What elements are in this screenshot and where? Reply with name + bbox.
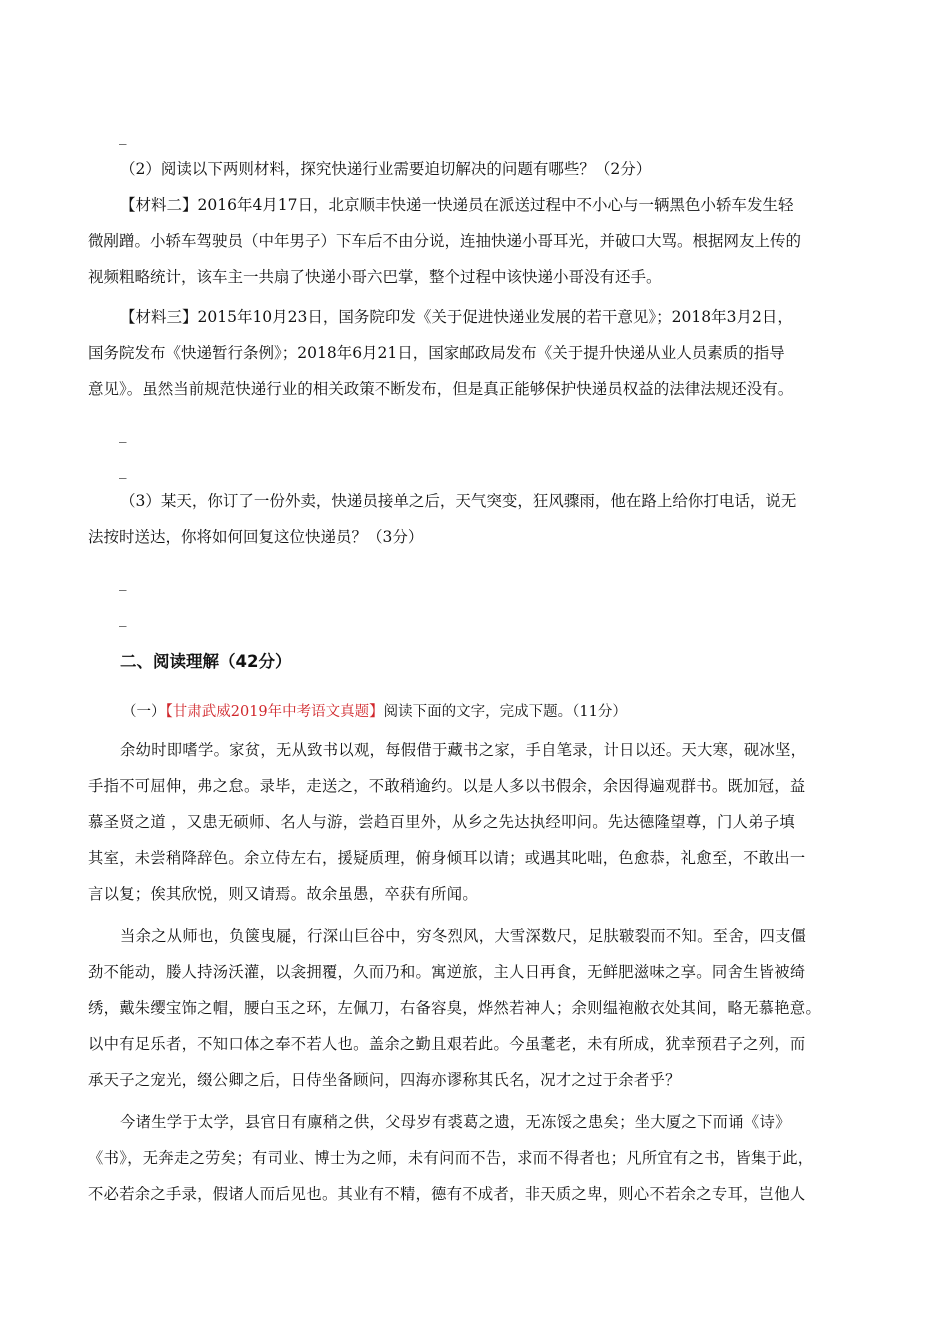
subsection-prefix: （一）: [122, 704, 166, 720]
material-2-line-1: 【材料二】2016年4月17日，北京顺丰快递一快递员在派送过程中不小心与一辆黑色小轿车发生轻: [120, 196, 794, 214]
question-3-line-1: （3）某天，你订了一份外卖，快递员接单之后，天气突变，狂风骤雨，他在路上给你打电话，说无: [120, 492, 797, 510]
passage-p1-line-3: 慕圣贤之道 ，又患无硕师、名人与游，尝趋百里外，从乡之先达执经叩问。先达德隆望尊，门人弟子填: [88, 813, 796, 831]
answer-blank[interactable]: _: [119, 573, 127, 591]
passage-p1-line-1: 余幼时即嗜学。家贫，无从致书以观，每假借于藏书之家，手自笔录，计日以还。天大寒，砚冰坚，: [120, 741, 807, 759]
section-heading: 二、阅读理解（42分）: [120, 652, 292, 671]
passage-p1-line-4: 其室，未尝稍降辞色。余立侍左右，援疑质理，俯身倾耳以请；或遇其叱咄，色愈恭，礼愈至，不敢出一: [88, 849, 806, 867]
passage-p2-line-4: 以中有足乐者，不知口体之奉不若人也。盖余之勤且艰若此。今虽耄老，未有所成，犹幸预君子之列，而: [88, 1035, 806, 1053]
material-3-line-1: 【材料三】2015年10月23日，国务院印发《关于促进快递业发展的若干意见》；2018年3月2日，: [120, 308, 793, 326]
answer-blank[interactable]: _: [119, 127, 127, 145]
material-3-line-3: 意见》。虽然当前规范快递行业的相关政策不断发布，但是真正能够保护快递员权益的法律法规还没有。: [88, 380, 794, 398]
material-2-line-2: 微剐蹭。小轿车驾驶员（中年男子）下车后不由分说，连抽快递小哥耳光，并破口大骂。根据网友上传的: [88, 232, 802, 250]
question-3-line-2: 法按时送达，你将如何回复这位快递员？（3分）: [88, 528, 424, 546]
passage-p1-line-5: 言以复；俟其欣悦，则又请焉。故余虽愚，卒获有所闻。: [88, 885, 478, 903]
answer-blank[interactable]: _: [119, 461, 127, 479]
answer-blank[interactable]: _: [119, 609, 127, 627]
passage-p3-line-2: 《书》，无奔走之劳矣；有司业、博士为之师，未有问而不告，求而不得者也；凡所宜有之书，皆集于此，: [88, 1149, 814, 1167]
passage-p3-line-1: 今诸生学于太学，县官日有廪稍之供，父母岁有裘葛之遗，无冻馁之患矣；坐大厦之下而诵《诗》: [120, 1113, 791, 1131]
passage-p1-line-2: 手指不可屈伸，弗之怠。录毕，走送之，不敢稍逾约。以是人多以书假余，余因得遍观群书。既加冠，益: [88, 777, 806, 795]
subsection-instruction: 阅读下面的文字，完成下题。（11分）: [383, 704, 627, 720]
material-3-line-2: 国务院发布《快递暂行条例》；2018年6月21日，国家邮政局发布《关于提升快递从业人员素质的指导: [88, 344, 785, 362]
question-2: （2）阅读以下两则材料，探究快递行业需要迫切解决的问题有哪些？（2分）: [120, 160, 652, 178]
answer-blank[interactable]: _: [119, 425, 127, 443]
source-tag: 【甘肃武威2019年中考语文真题】: [165, 704, 384, 720]
passage-p3-line-3: 不必若余之手录，假诸人而后见也。其业有不精，德有不成者，非天质之卑，则心不若余之专耳，岂他人: [88, 1185, 806, 1203]
subsection-intro: [122, 701, 627, 723]
passage-p2-line-2: 劲不能动，媵人持汤沃灌，以衾拥覆，久而乃和。寓逆旅，主人日再食，无鲜肥滋味之享。同舍生皆被绮: [88, 963, 806, 981]
material-2-line-3: 视频粗略统计，该车主一共扇了快递小哥六巴掌，整个过程中该快递小哥没有还手。: [88, 268, 662, 286]
passage-p2-line-1: 当余之从师也，负箧曳屣，行深山巨谷中，穷冬烈风，大雪深数尺，足肤皲裂而不知。至舍，四支僵: [120, 927, 807, 945]
passage-p2-line-5: 承天子之宠光，缀公卿之后，日侍坐备顾问，四海亦谬称其氏名，况才之过于余者乎？: [88, 1071, 681, 1089]
passage-p2-line-3: 绣，戴朱缨宝饰之帽，腰白玉之环，左佩刀，右备容臭，烨然若神人；余则缊袍敝衣处其间，略无慕艳意。: [88, 999, 822, 1017]
